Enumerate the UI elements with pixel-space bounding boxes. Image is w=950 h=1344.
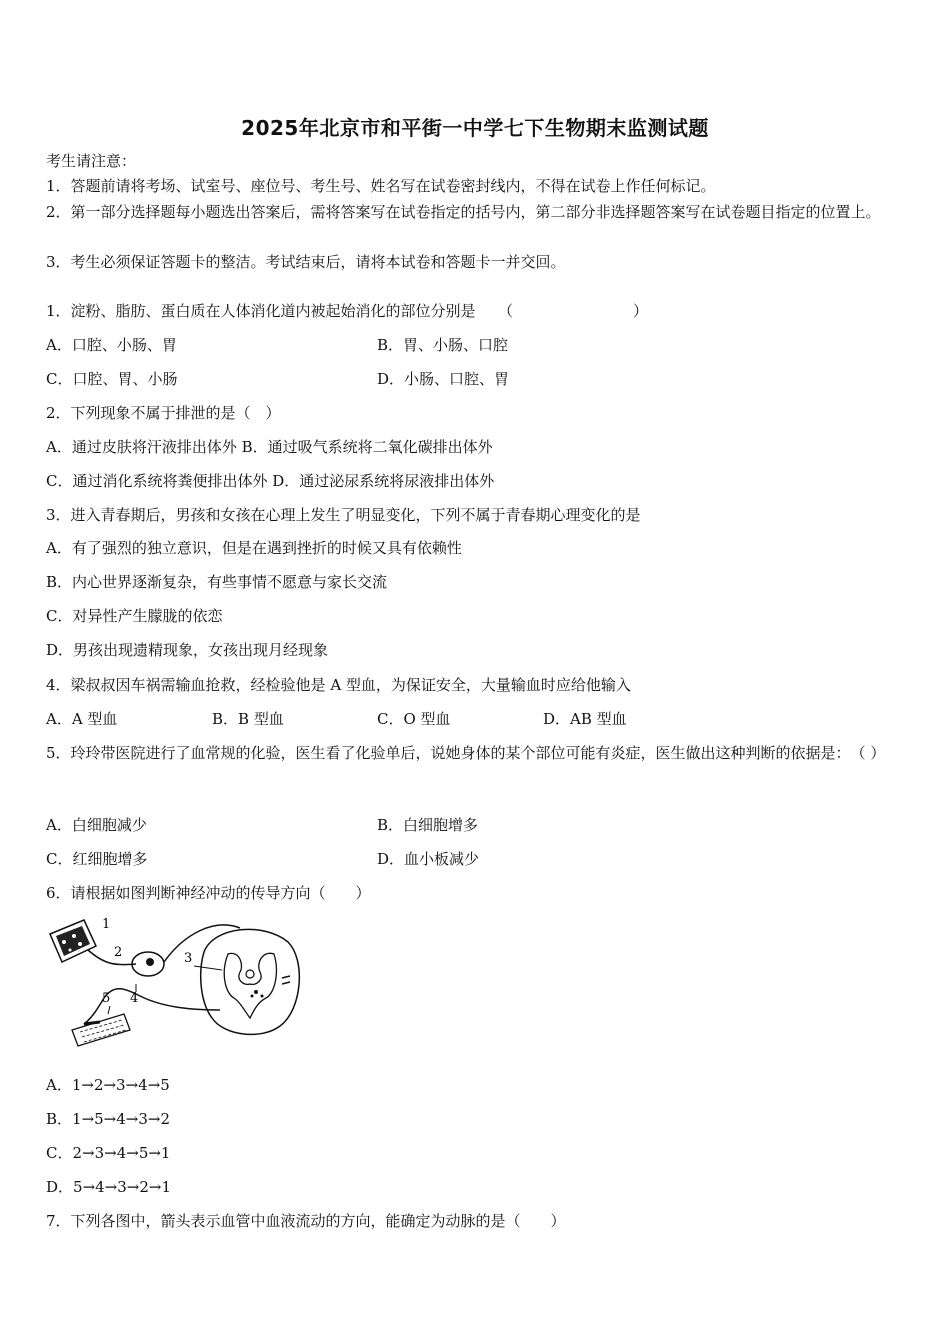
question-6-option-a: A．1→2→3→4→5 — [46, 1076, 170, 1094]
question-5-option-d: D．血小板减少 — [377, 850, 480, 868]
sensory-nerve — [88, 950, 136, 965]
label-1: 1 — [102, 917, 111, 932]
label-2: 2 — [114, 945, 123, 960]
question-1-stem: 1．淀粉、脂肪、蛋白质在人体消化道内被起始消化的部位分别是 （ ） — [46, 302, 649, 320]
ganglion-cell-body — [146, 958, 154, 966]
dorsal-root — [164, 925, 240, 962]
receptor-patch — [50, 920, 96, 962]
question-6-option-d: D．5→4→3→2→1 — [46, 1178, 172, 1196]
question-1-option-d: D．小肠、口腔、胃 — [377, 370, 510, 388]
question-4-option-b: B．B 型血 — [212, 710, 284, 728]
question-3-option-c: C．对异性产生朦胧的依恋 — [46, 607, 223, 625]
effector-muscle — [72, 1014, 130, 1046]
question-4-option-d: D．AB 型血 — [543, 710, 627, 728]
question-6-option-b: B．1→5→4→3→2 — [46, 1110, 171, 1128]
label-3-pointer — [194, 966, 222, 970]
central-canal — [246, 970, 254, 978]
question-3-option-d: D．男孩出现遗精现象，女孩出现月经现象 — [46, 641, 329, 659]
question-1-option-a: A．口腔、小肠、胃 — [46, 336, 177, 354]
notice-item-2: 2．第一部分选择题每小题选出答案后，需将答案写在试卷指定的括号内，第二部分非选择题答案写在试卷题目指定的位置上。 — [46, 203, 881, 221]
question-7-stem: 7．下列各图中，箭头表示血管中血液流动的方向，能确定为动脉的是（ ） — [46, 1212, 566, 1230]
question-1-option-c: C．口腔、胃、小肠 — [46, 370, 178, 388]
label-5-pointer — [108, 1006, 110, 1014]
page-title: 2025年北京市和平街一中学七下生物期末监测试题 — [241, 116, 709, 140]
question-5-option-b: B．白细胞增多 — [377, 816, 479, 834]
question-2-options-ab: A．通过皮肤将汗液排出体外 B．通过吸气系统将二氧化碳排出体外 — [46, 438, 493, 456]
white-matter-marks — [282, 976, 290, 984]
notice-item-1: 1．答题前请将考场、试室号、座位号、考生号、姓名写在试卷密封线内，不得在试卷上作任何标记。 — [46, 177, 716, 195]
label-4: 4 — [130, 991, 139, 1006]
notice-heading: 考生请注意： — [46, 152, 137, 170]
question-5-option-c: C．红细胞增多 — [46, 850, 148, 868]
reflex-arc-diagram — [44, 914, 304, 1054]
question-3-stem: 3．进入青春期后，男孩和女孩在心理上发生了明显变化，下列不属于青春期心理变化的是 — [46, 506, 641, 524]
question-5-stem: 5．玲玲带医院进行了血常规的化验，医生看了化验单后，说她身体的某个部位可能有炎症，医生做出这种判断的依据是： （ ） — [46, 744, 886, 762]
notice-item-3: 3．考生必须保证答题卡的整洁。考试结束后，请将本试卷和答题卡一并交回。 — [46, 253, 566, 271]
question-4-option-c: C．O 型血 — [377, 710, 451, 728]
question-5-option-a: A．白细胞减少 — [46, 816, 147, 834]
label-3: 3 — [184, 951, 193, 966]
grey-matter — [224, 953, 276, 1018]
question-2-stem: 2．下列现象不属于排泄的是（ ） — [46, 404, 281, 422]
question-1-option-b: B．胃、小肠、口腔 — [377, 336, 509, 354]
question-4-option-a: A．A 型血 — [46, 710, 118, 728]
question-3-option-a: A．有了强烈的独立意识，但是在遇到挫折的时候又具有依赖性 — [46, 539, 462, 557]
label-5: 5 — [102, 991, 111, 1006]
question-4-stem: 4．梁叔叔因车祸需输血抢救，经检验他是 A 型血，为保证安全，大量输血时应给他输入 — [46, 676, 631, 694]
question-2-options-cd: C．通过消化系统将粪便排出体外 D．通过泌尿系统将尿液排出体外 — [46, 472, 495, 490]
question-6-stem: 6．请根据如图判断神经冲动的传导方向（ ） — [46, 884, 371, 902]
question-6-option-c: C．2→3→4→5→1 — [46, 1144, 171, 1162]
question-3-option-b: B．内心世界逐渐复杂，有些事情不愿意与家长交流 — [46, 573, 388, 591]
